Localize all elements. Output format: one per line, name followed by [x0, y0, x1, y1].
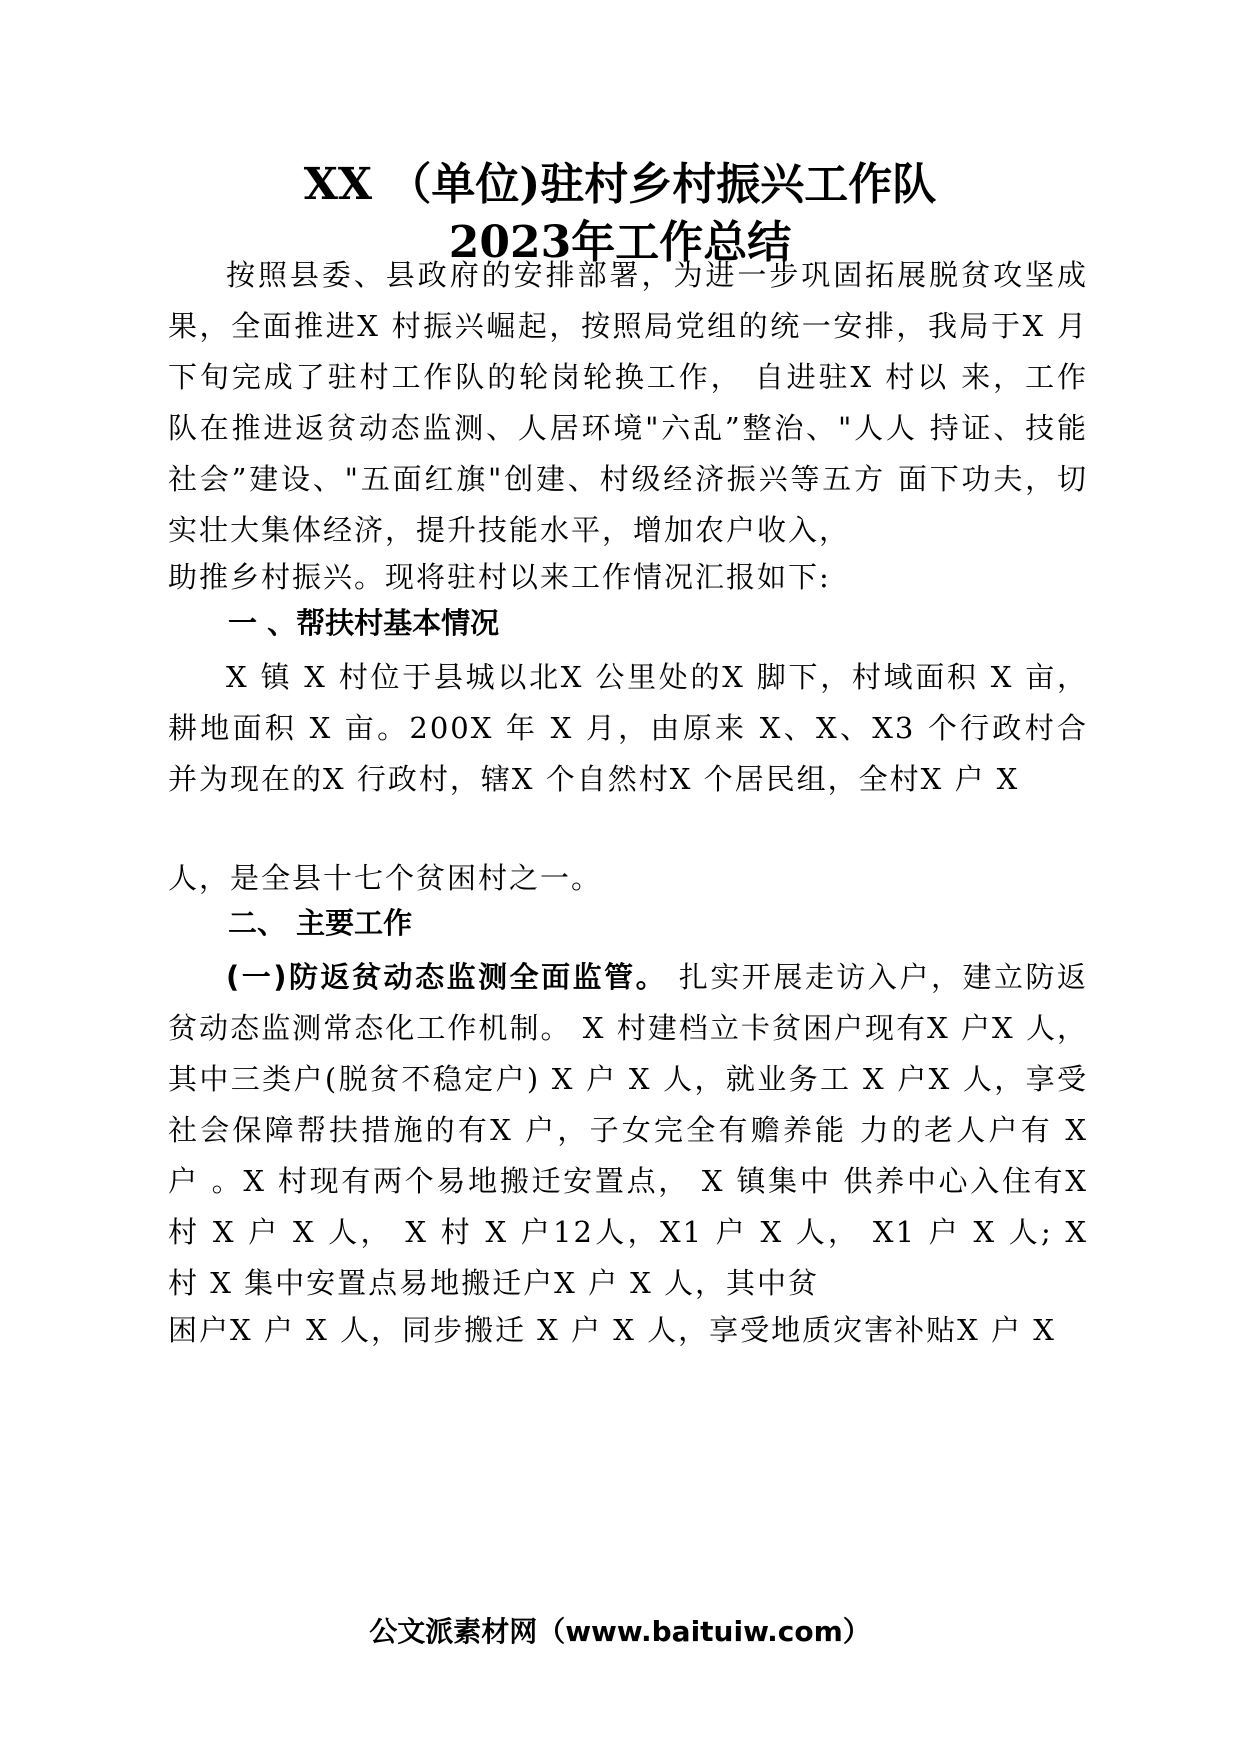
- section-1-paragraph: X 镇 X 村位于县城以北X 公里处的X 脚下，村域面积 X 亩， 耕地面积 X 亩。200X 年 X 月，由原来 X、X、X3 个行政村合 并为现在的X 行政村，辖X 个自然村X 个居民组，全村X 户 X: [168, 660, 1088, 796]
- section-2-heading: 二、 主要工作: [228, 906, 413, 940]
- document-title-line-2: 2023年工作总结: [448, 217, 792, 268]
- subsection-1-paragraph-continued: 困户X 户 X 人，同步搬迁 X 户 X 人，享受地质灾害补贴X 户 X: [168, 1313, 1056, 1347]
- subsection-1-body: 扎实开展走访入户，建立防返贫动态监测常态化工作机制。 X 村建档立卡贫困户现有X 户X 人，其中三类户(脱贫不稳定户) X 户 X 人，就业务工 X 户X 人，享受社会保障帮扶措施的有X 户，子女完全有赡养能 力的老人户有 X 户 。X 村现有两个易地搬迁安置点， X 镇集中 供养中心入住有X 村 X 户 X 人， X 村 X 户12人，X1 户 X 人， X1 户 X 人; X 村 X 集中安置点易地搬迁户X 户 X 人，其中贫: [168, 960, 1088, 1300]
- footer-watermark: 公文派素材网（www.baituiw.com）: [369, 1615, 871, 1648]
- document-title-line-1: XX （单位)驻村乡村振兴工作队: [303, 159, 937, 210]
- subsection-1-lead: (一)防返贫动态监测全面监管。: [226, 960, 668, 994]
- subsection-1-paragraph: [168, 952, 1088, 1309]
- section-1-heading: 一 、帮扶村基本情况: [228, 606, 500, 640]
- section-1-paragraph-continued: 人，是全县十七个贫困村之一。: [168, 861, 603, 895]
- intro-paragraph-continued: 助推乡村振兴。现将驻村以来工作情况汇报如下:: [168, 560, 831, 594]
- intro-paragraph: 按照县委、县政府的安排部署，为进一步巩固拓展脱贫攻坚成果，全面推进X 村振兴崛起，按照局党组的统一安排，我局于X 月下旬完成了驻村工作队的轮岗轮换工作， 自进驻X 村以 来，工作队在推进返贫动态监测、人居环境"六乱”整治、"人人 持证、技能社会”建设、"五面红旗"创建、村级经济振兴等五方 面下功夫，切实壮大集体经济，提升技能水平，增加农户收入，: [168, 258, 1088, 547]
